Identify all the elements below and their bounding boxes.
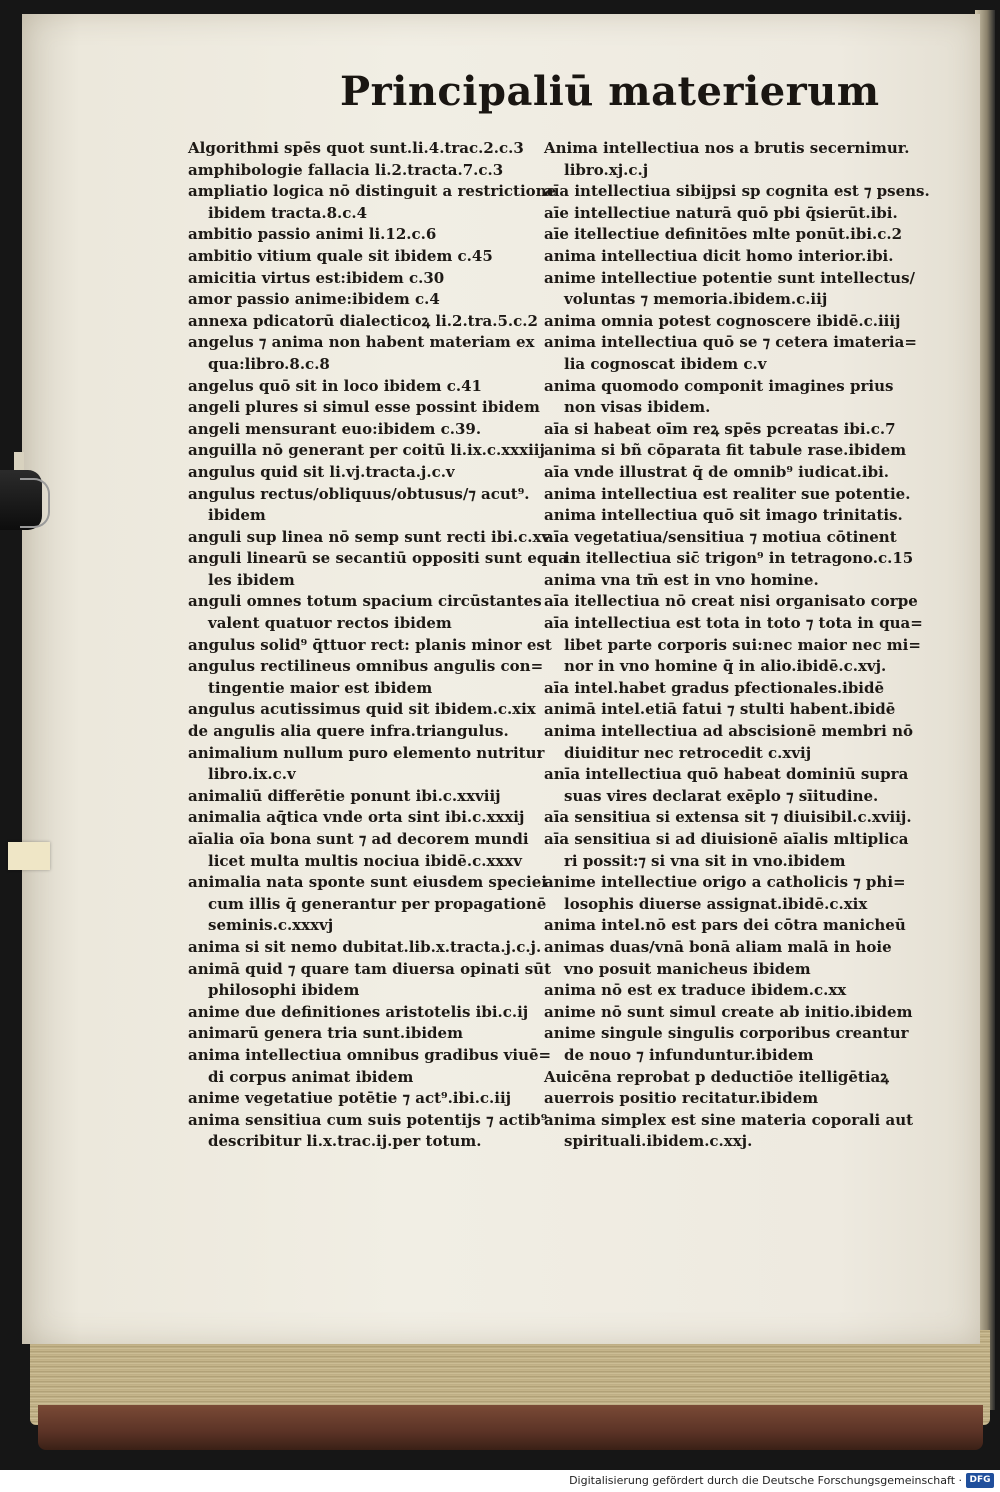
index-entry-line: aīa vnde illustrat q̄ de omnib⁹ iudicat.ibi. — [544, 462, 890, 481]
index-entry-continuation: qua:libro.8.c.8 — [208, 354, 330, 373]
index-entry-continuation: seminis.c.xxxvj — [208, 916, 334, 935]
index-column-right — [544, 138, 930, 1153]
index-entry — [544, 527, 914, 570]
index-entry-continuation: vno posuit manicheus ibidem — [564, 959, 811, 978]
index-entry — [188, 743, 545, 786]
index-entry-line: amphibologie fallacia li.2.tracta.7.c.3 — [188, 160, 504, 179]
index-entry — [544, 505, 909, 527]
index-entry — [188, 937, 542, 959]
index-entry-line: anima simplex est sine materia coporali aut — [544, 1110, 914, 1129]
index-entry-continuation: ibidem — [208, 506, 266, 525]
index-entry-line: anima intellectiua omnibus gradibus viuē= — [188, 1045, 552, 1064]
index-entry — [544, 419, 909, 441]
index-entry-line: ampliatio logica nō distinguit a restrictione — [188, 182, 557, 201]
index-entry-continuation: libro.xj.c.j — [564, 160, 649, 179]
index-entry-line: anima intel.nō est pars dei cōtra manicheū — [544, 916, 906, 935]
index-entry — [544, 915, 909, 937]
index-entry-line: anguli linearū se secantiū oppositi sunt equa — [188, 549, 568, 568]
index-entry-line: anima intellectiua ad abscisionē membri nō — [544, 722, 914, 741]
index-entry — [544, 807, 912, 829]
index-entry — [188, 268, 533, 290]
index-entry — [188, 1045, 552, 1088]
index-entry-line: animā intel.etiā fatui ⁊ stulti habent.ibidē — [544, 700, 896, 719]
index-entry — [544, 224, 909, 246]
index-entry-line: anguli sup linea nō semp sunt recti ibi.c.xv — [188, 527, 551, 546]
index-entry-continuation: spirituali.ibidem.c.xxj. — [564, 1132, 753, 1151]
index-entry — [188, 160, 533, 182]
index-entry-line: angulus rectus/obliquus/obtusus/⁊ acut⁹. — [188, 484, 530, 503]
index-entry-line: animalia nata sponte sunt eiusdem speciei — [188, 873, 547, 892]
page-heading: Principaliū materierum — [340, 68, 880, 115]
index-entry — [544, 764, 909, 807]
index-entry — [544, 246, 909, 268]
index-entry-continuation: valent quatuor rectos ibidem — [208, 614, 452, 633]
index-entry-line: anima nō est ex traduce ibidem.c.xx — [544, 981, 847, 1000]
index-entry — [544, 203, 909, 225]
index-entry-line: angulus rectilineus omnibus angulis con= — [188, 657, 544, 676]
index-entry — [544, 656, 909, 678]
paper-tab — [8, 842, 50, 870]
index-entry — [544, 462, 909, 484]
index-entry-line: angeli plures si simul esse possint ibidem — [188, 398, 540, 417]
index-entry-line: anima omnia potest cognoscere ibidē.c.iiij — [544, 311, 901, 330]
index-entry-line: Auicēna reprobat p deductiōe itelligētiaꝝ — [544, 1067, 889, 1086]
index-entry-line: aīa sensitiua si ad diuisionē aīalis mltiplica — [544, 830, 909, 848]
index-entry-continuation: lia cognoscat ibidem c.v — [564, 354, 767, 373]
index-entry-line: animas duas/vnā bonā aliam malā in hoie — [544, 937, 892, 956]
index-entry-line: anime vegetatiue potētie ⁊ act⁹.ibi.c.iij — [188, 1089, 512, 1108]
index-entry-line: animalium nullum puro elemento nutritur — [188, 743, 545, 762]
index-entry-line: angulus solid⁹ q̄ttuor rect: planis minor est — [188, 635, 552, 654]
index-entry — [188, 548, 568, 591]
index-entry — [188, 332, 533, 375]
index-entry — [544, 829, 909, 872]
index-entry — [544, 1023, 909, 1066]
index-entry-continuation: libet parte corporis sui:nec maior nec mi= — [564, 635, 921, 654]
index-entry-continuation: voluntas ⁊ memoria.ibidem.c.iij — [564, 290, 828, 309]
book-cover-edge — [38, 1405, 983, 1450]
index-entry-continuation: philosophi ibidem — [208, 981, 360, 1000]
index-entry-line: auerrois positio recitatur.ibidem — [544, 1089, 819, 1108]
index-entry-line: aīa si habeat oīm reꝝ spēs pcreatas ibi.c.7 — [544, 419, 896, 438]
index-entry-line: anima intellectiua quō se ⁊ cetera imateria= — [544, 333, 917, 352]
index-entry-line: anima sensitiua cum suis potentijs ⁊ actib⁹ — [188, 1110, 548, 1129]
index-entry-line: ambitio passio animi li.12.c.6 — [188, 225, 437, 244]
index-entry-line: angelus quō sit in loco ibidem c.41 — [188, 376, 482, 395]
index-entry — [188, 527, 551, 549]
index-entry — [188, 1110, 548, 1153]
index-entry-line: anima intellectiua quō sit imago trinitatis. — [544, 506, 903, 525]
index-entry-line: aīa intellectiua sibijpsi sp cognita est ⁊ psens. — [544, 182, 930, 201]
index-entry — [188, 224, 533, 246]
index-entry-continuation: de nouo ⁊ infunduntur.ibidem — [564, 1045, 814, 1064]
index-entry — [188, 721, 533, 743]
index-entry-line: anime intellectiue origo a catholicis ⁊ phi= — [544, 873, 906, 892]
index-entry — [544, 268, 915, 311]
index-entry-line: aīa sensitiua si extensa sit ⁊ diuisibil.c.xviij. — [544, 808, 912, 827]
index-entry — [188, 1023, 533, 1045]
index-column-left — [188, 138, 568, 1153]
index-entry-line: angeli mensurant euo:ibidem c.39. — [188, 419, 482, 438]
index-entry — [188, 311, 538, 333]
index-entry-continuation: in itellectiua sic̄ trigon⁹ in tetragono.c.15 — [564, 549, 914, 568]
index-entry — [188, 591, 542, 634]
index-entry-line: anime due definitiones aristotelis ibi.c.ij — [188, 1002, 529, 1021]
index-entry-line: aīa intellectiua est tota in toto ⁊ tota in qua= — [544, 614, 923, 633]
index-entry — [544, 181, 930, 203]
index-entry-line: anima quomodo componit imagines prius — [544, 376, 894, 395]
index-entry-continuation: suas vires declarat exēplo ⁊ sīitudine. — [564, 786, 879, 805]
index-entry — [544, 484, 909, 506]
index-entry — [544, 678, 909, 700]
index-entry-line: aīa itellectiua nō creat nisi organisato corpe — [544, 592, 918, 611]
index-entry-line: angulus quid sit li.vj.tracta.j.c.v — [188, 462, 455, 481]
index-entry — [544, 721, 914, 764]
index-entry-continuation: non visas ibidem. — [564, 398, 711, 417]
index-entry — [544, 1067, 909, 1089]
index-entry — [188, 635, 552, 657]
index-entry-line: anime singule singulis corporibus creantur — [544, 1024, 909, 1043]
index-entry — [188, 138, 533, 160]
index-entry-line: aīe intellectiue naturā quō pbi q̄sierūt.ibi. — [544, 203, 898, 222]
index-entry — [188, 289, 533, 311]
index-entry-line: angulus acutissimus quid sit ibidem.c.xix — [188, 700, 536, 719]
index-entry — [188, 915, 533, 937]
index-entry — [544, 138, 909, 181]
index-entry — [188, 959, 552, 1002]
index-entry — [544, 332, 917, 375]
index-entry — [544, 937, 909, 980]
index-entry-line: anguli omnes totum spacium circūstantes — [188, 592, 542, 611]
index-entry-continuation: les ibidem — [208, 570, 295, 589]
index-entry-line: anima vna tm̄ est in vno homine. — [544, 570, 819, 589]
index-entry — [188, 376, 533, 398]
index-entry — [188, 462, 533, 484]
index-entry-line: angelus ⁊ anima non habent materiam ex — [188, 333, 535, 352]
index-entry — [188, 872, 547, 915]
footer-credit: Digitalisierung gefördert durch die Deutsche Forschungsgemeinschaft · — [569, 1474, 962, 1487]
index-entry — [188, 246, 533, 268]
index-entry — [544, 440, 909, 462]
index-entry — [188, 484, 533, 527]
index-entry — [544, 1002, 913, 1024]
index-entry-line: amor passio anime:ibidem c.4 — [188, 290, 440, 309]
index-entry-line: de angulis alia quere infra.triangulus. — [188, 722, 509, 741]
index-entry-continuation: ri possit:⁊ si vna sit in vno.ibidem — [564, 851, 846, 870]
index-entry — [188, 1088, 533, 1110]
index-entry-line: anima si bñ cōparata fit tabule rase.ibidem — [544, 441, 907, 460]
index-entry-line: anima intellectiua dicit homo interior.ibi. — [544, 246, 894, 265]
index-entry — [544, 591, 918, 613]
dfg-logo[interactable]: DFG — [966, 1473, 994, 1488]
index-entry-continuation: losophis diuerse assignat.ibidē.c.xix — [564, 894, 868, 913]
index-entry-line: anime nō sunt simul create ab initio.ibidem — [544, 1002, 913, 1021]
clasp-ring — [20, 478, 50, 528]
index-entry-line: anima si sit nemo dubitat.lib.x.tracta.j.c.j. — [188, 937, 542, 956]
index-entry-line: Algorithmi spēs quot sunt.li.4.trac.2.c.3 — [188, 139, 524, 157]
index-entry-line: anime intellectiue potentie sunt intellectus/ — [544, 268, 915, 287]
index-entry — [544, 311, 909, 333]
footer-bar — [0, 1470, 1000, 1492]
index-entry-continuation: ibidem tracta.8.c.4 — [208, 203, 368, 222]
index-entry — [544, 872, 909, 915]
index-entry-continuation: tingentie maior est ibidem — [208, 678, 433, 697]
index-entry — [544, 613, 923, 656]
index-entry-continuation: di corpus animat ibidem — [208, 1067, 414, 1086]
index-entry-continuation: diuiditur nec retrocedit c.xvij — [564, 743, 812, 762]
index-entry — [188, 656, 544, 699]
index-entry — [544, 1088, 909, 1110]
index-entry — [188, 829, 533, 872]
index-entry-line: ambitio vitium quale sit ibidem c.45 — [188, 246, 493, 265]
index-entry-line: aīe itellectiue definitōes mlte ponūt.ibi.c.2 — [544, 225, 903, 244]
index-entry — [188, 440, 545, 462]
index-entry-continuation: libro.ix.c.v — [208, 765, 296, 784]
index-entry — [188, 699, 536, 721]
index-entry-line: anguilla nō generant per coitū li.ix.c.xxxiij — [188, 441, 545, 460]
index-entry-line: annexa pdicatorū dialecticoꝝ li.2.tra.5.c.2 — [188, 311, 538, 330]
index-entry — [188, 1002, 533, 1024]
index-entry-line: animaliū differētie ponunt ibi.c.xxviij — [188, 786, 501, 805]
index-entry — [188, 807, 533, 829]
index-entry — [188, 419, 533, 441]
index-entry — [188, 181, 557, 224]
index-entry-line: aīalia oīa bona sunt ⁊ ad decorem mundi — [188, 830, 529, 848]
index-entry-line: anima intellectiua est realiter sue potentie. — [544, 484, 911, 503]
index-entry-continuation: licet multa multis nociua ibidē.c.xxxv — [208, 851, 522, 870]
index-entry-continuation: describitur li.x.trac.ij.per totum. — [208, 1132, 482, 1151]
index-entry-line: Anima intellectiua nos a brutis secernimur. — [544, 139, 910, 157]
index-entry-continuation: cum illis q̄ generantur per propagationē — [208, 894, 547, 913]
index-entry-continuation: nor in vno homine q̄ in alio.ibidē.c.xvj. — [564, 657, 887, 676]
index-entry — [544, 376, 909, 419]
index-entry-line: amicitia virtus est:ibidem c.30 — [188, 268, 445, 287]
index-entry — [544, 1110, 914, 1153]
index-entry-line: anīa intellectiua quō habeat dominiū supra — [544, 765, 909, 784]
index-entry — [544, 980, 909, 1002]
index-entry-line: animā quid ⁊ quare tam diuersa opinati sūt — [188, 959, 552, 978]
index-entry-line: animalia aq̄tica vnde orta sint ibi.c.xxxij — [188, 808, 525, 827]
index-entry — [544, 570, 909, 592]
index-entry — [544, 699, 909, 721]
index-entry — [188, 786, 533, 808]
index-entry-line: aīa intel.habet gradus pfectionales.ibidē — [544, 678, 885, 697]
index-entry-line: animarū genera tria sunt.ibidem — [188, 1024, 463, 1043]
index-entry-line: aīa vegetatiua/sensitiua ⁊ motiua cōtinent — [544, 527, 897, 546]
index-entry — [188, 397, 540, 419]
